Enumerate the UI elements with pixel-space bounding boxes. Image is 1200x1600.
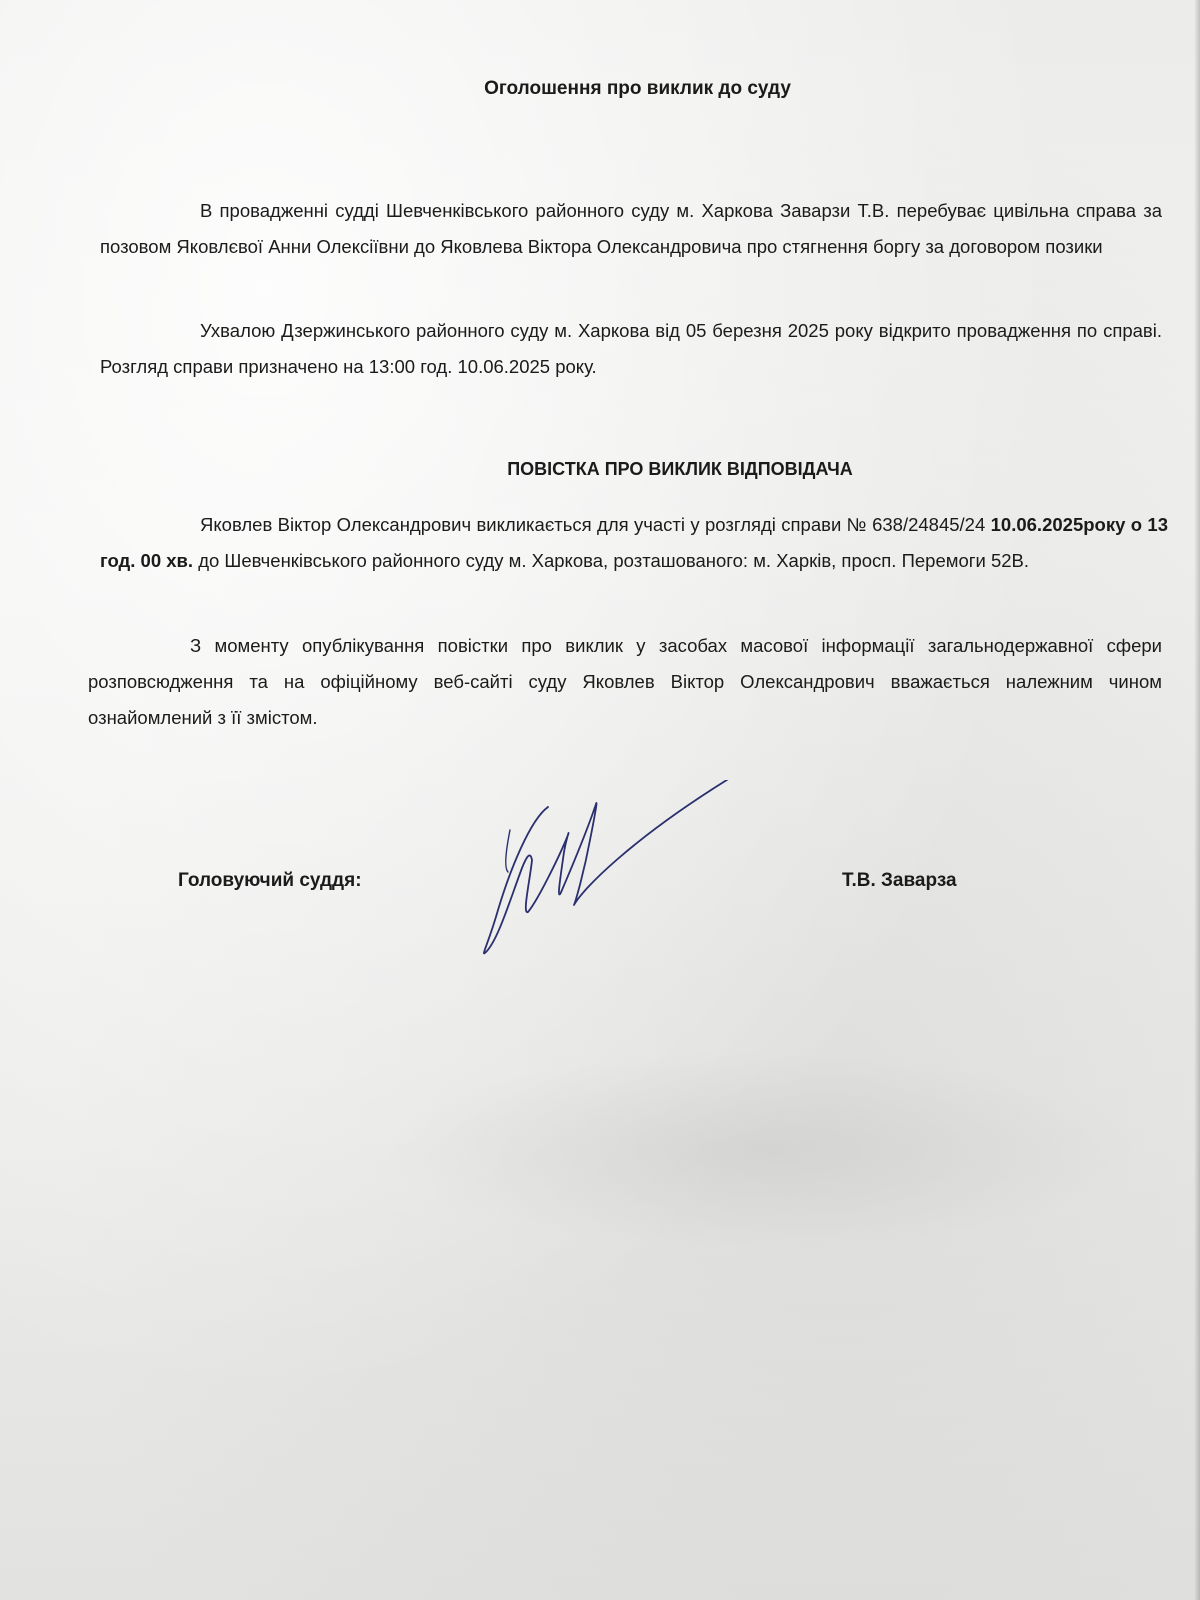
- paragraph-publication-notice: З моменту опублікування повістки про виклик у засобах масової інформації загальнодержавної сфери розповсюдження та на офіційному веб-сайті суду Яковлев Віктор Олександрович вважається належним чином ознайомлений з її змістом.: [88, 635, 1162, 728]
- summons-text-part1: Яковлев Віктор Олександрович викликається для участі у розгляді справи № 638/24845/24: [200, 514, 991, 535]
- handwritten-signature: [470, 780, 750, 980]
- paragraph-case-info: В провадженні судді Шевченківського районного суду м. Харкова Заварзи Т.В. перебуває цивільна справа за позовом Яковлєвої Анни Олексіївни до Яковлева Віктора Олександровича про стягнення боргу за договором позики: [100, 200, 1162, 257]
- summons-text-part2: до Шевченківського районного суду м. Харкова, розташованого: м. Харків, просп. Перемоги 52В.: [193, 550, 1030, 571]
- paper-edge: [1194, 0, 1200, 1600]
- document-title: Оголошення про виклик до суду: [484, 78, 791, 99]
- paragraph-summons: [100, 507, 1168, 579]
- paper-shadow: [380, 1050, 1140, 1250]
- paragraph-ruling: Ухвалою Дзержинського районного суду м. Харкова від 05 березня 2025 року відкрито провадження по справі. Розгляд справи призначено на 13:00 год. 10.06.2025 року.: [100, 320, 1162, 377]
- summons-datetime: 10.06.2025року о 13 год. 00 хв.: [100, 514, 1168, 571]
- signature-label: Головуючий суддя:: [178, 870, 362, 891]
- judge-name: Т.В. Заварза: [842, 870, 957, 891]
- summons-title: ПОВІСТКА ПРО ВИКЛИК ВІДПОВІДАЧА: [507, 459, 853, 479]
